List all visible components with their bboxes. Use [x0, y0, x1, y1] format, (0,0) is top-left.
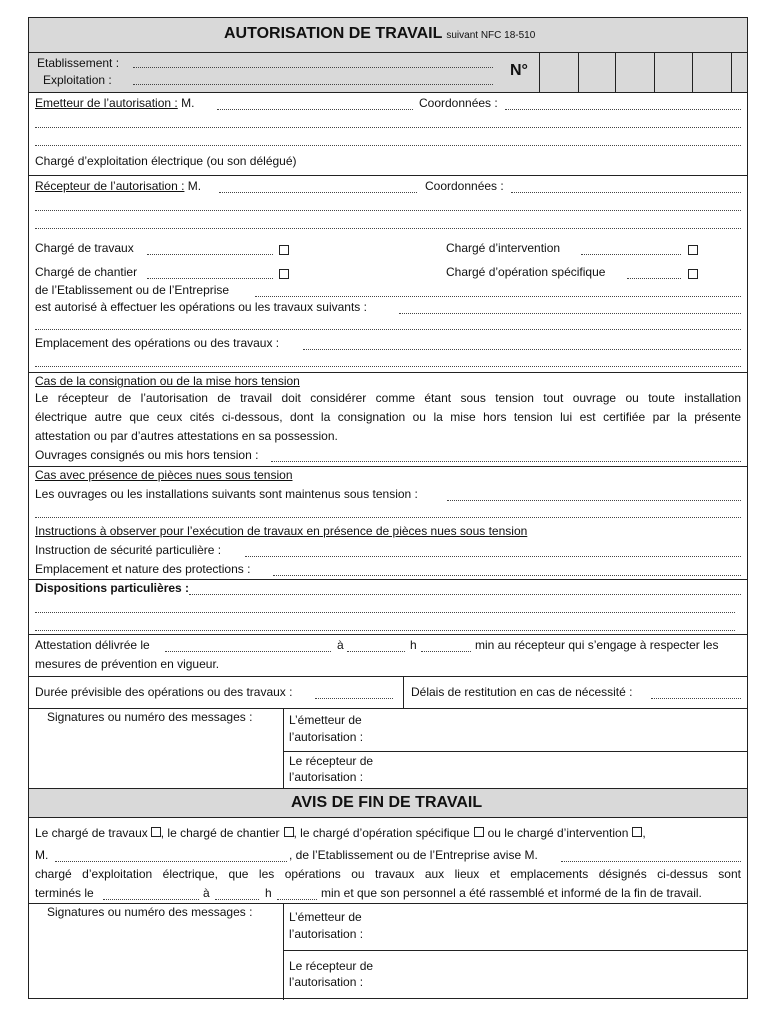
cell-divider — [692, 53, 693, 93]
recepteur-label: Récepteur de l’autorisation : — [35, 179, 185, 193]
charge-travaux-field[interactable] — [147, 254, 273, 255]
emetteur-m: M. — [181, 96, 195, 110]
travaux-field[interactable] — [399, 313, 741, 314]
emetteur-signature-label-l2: l’autorisation : — [289, 730, 364, 744]
recepteur-signature-label-l1: Le récepteur de — [289, 754, 374, 768]
charge-chantier-option[interactable] — [35, 265, 137, 280]
consignation-paragraph — [35, 389, 741, 446]
charge-exploitation-text: Chargé d’exploitation électrique (ou son délégué) — [35, 154, 297, 168]
work-authorization-form — [28, 17, 748, 999]
dispositions-extra-line[interactable] — [35, 630, 735, 631]
fin-line2-middle: , de l’Etablissement ou de l’Entreprise avise M. — [289, 848, 538, 862]
consignation-section — [29, 372, 747, 466]
form-title-text: AUTORISATION DE TRAVAIL — [224, 25, 443, 42]
signatures-row-divider — [283, 751, 747, 752]
autorise-text: est autorisé à effectuer les opérations ou les travaux suivants : — [35, 300, 367, 314]
charge-chantier-checkbox[interactable] — [279, 269, 289, 279]
charge-travaux-checkbox[interactable] — [279, 245, 289, 255]
signatures-divider — [283, 709, 284, 789]
emetteur-signature-label-l1: L’émetteur de — [289, 713, 362, 727]
charge-operation-checkbox[interactable] — [688, 269, 698, 279]
attestation-a-label: à — [337, 638, 344, 652]
recepteur-section — [29, 175, 747, 372]
etablissement-entreprise-text: de l’Etablissement ou de l’Entreprise — [35, 283, 230, 297]
instructions-heading: Instructions à observer pour l’exécution de travaux en présence de pièces nues sous tension — [35, 524, 528, 538]
cell-divider — [578, 53, 579, 93]
emplacement-field[interactable] — [303, 349, 741, 350]
fin-charge-operation-checkbox[interactable] — [474, 827, 484, 837]
emetteur-name-field[interactable] — [217, 109, 413, 110]
emplacement-protections-label: Emplacement et nature des protections : — [35, 562, 251, 576]
emetteur-extra-line[interactable] — [35, 127, 741, 128]
recepteur-signature2-label-l1: Le récepteur de — [289, 959, 374, 973]
recepteur-extra-line[interactable] — [35, 210, 741, 211]
duree-field[interactable] — [315, 698, 393, 699]
recepteur-coordonnees-label: Coordonnées : — [425, 179, 504, 193]
fin-h-label: h — [265, 886, 272, 900]
dispositions-label: Dispositions particulières : — [35, 581, 190, 595]
consignation-para-line: attestation ou par d’autres attestations en sa possession. — [35, 429, 338, 443]
ouvrages-field[interactable] — [271, 461, 741, 462]
fin-min-text: min et que son personnel a été rassemblé et informé de la fin de travail. — [321, 886, 702, 900]
emplacement-label: Emplacement des opérations ou des travaux : — [35, 336, 280, 350]
emetteur-extra-line[interactable] — [35, 145, 741, 146]
emetteur-label: Emetteur de l’autorisation : — [35, 96, 178, 110]
fin-charge-travaux-text: Le chargé de travaux — [35, 826, 148, 840]
duree-section — [29, 676, 747, 708]
recepteur-signature2-label-l2: l’autorisation : — [289, 975, 364, 989]
fin-section — [29, 817, 747, 903]
recepteur-extra-line[interactable] — [35, 228, 741, 229]
cell-divider — [654, 53, 655, 93]
fin-comma: , — [642, 826, 646, 840]
signatures-label-2: Signatures ou numéro des messages : — [47, 905, 253, 919]
emetteur-section — [29, 92, 747, 175]
charge-operation-option[interactable] — [446, 265, 605, 280]
attestation-h-label: h — [410, 638, 417, 652]
etablissement-field[interactable] — [133, 67, 493, 68]
fin-a-label: à — [203, 886, 210, 900]
fin-charge-intervention-text: ou le chargé d’intervention — [487, 826, 629, 840]
emetteur-signature2-label-l2: l’autorisation : — [289, 927, 364, 941]
charge-intervention-label: Chargé d’intervention — [446, 241, 561, 255]
signatures-section-2 — [29, 903, 747, 999]
exploitation-label: Exploitation : — [43, 73, 112, 87]
attestation-line2: mesures de prévention en vigueur. — [35, 657, 220, 671]
attestation-date-field[interactable] — [165, 651, 331, 652]
recepteur-name-field[interactable] — [219, 192, 417, 193]
dispositions-extra-line[interactable] — [35, 612, 735, 613]
attestation-heure-field[interactable] — [421, 651, 471, 652]
fin-date-field[interactable] — [103, 899, 199, 900]
maintenus-field[interactable] — [447, 500, 741, 501]
establishment-row — [29, 52, 747, 92]
cell-divider — [539, 53, 540, 93]
recepteur-m: M. — [187, 179, 202, 193]
charge-travaux-label: Chargé de travaux — [35, 241, 134, 255]
attestation-delivree-label: Attestation délivrée le — [35, 638, 150, 652]
consignation-heading: Cas de la consignation ou de la mise hors tension — [35, 374, 300, 388]
fin-charge-chantier-checkbox[interactable] — [284, 827, 294, 837]
etablissement-label: Etablissement : — [37, 56, 120, 70]
numero-label: N° — [510, 62, 528, 79]
recepteur-coordonnees-field[interactable] — [511, 192, 741, 193]
consignation-para-line: électrique autre que ceux cités ci-dessous, dont la consignation ou la mise hors tension lui est certifiée par la présente — [35, 410, 741, 424]
fin-line1 — [35, 826, 646, 841]
fin-exploitation-name-field[interactable] — [561, 861, 741, 862]
dispositions-field[interactable] — [189, 594, 741, 595]
charge-intervention-field[interactable] — [581, 254, 681, 255]
fin-termines-label: terminés le — [35, 886, 94, 900]
exploitation-field[interactable] — [133, 84, 493, 85]
etablissement-entreprise-field[interactable] — [255, 296, 741, 297]
fin-title: AVIS DE FIN DE TRAVAIL — [291, 794, 483, 811]
fin-heure-field[interactable] — [277, 899, 317, 900]
instruction-securite-label: Instruction de sécurité particulière : — [35, 543, 222, 557]
signatures2-row-divider — [283, 950, 747, 951]
cell-divider — [731, 53, 732, 93]
dispositions-section — [29, 579, 747, 634]
delais-label: Délais de restitution en cas de nécessité : — [411, 685, 633, 699]
cell-divider — [615, 53, 616, 93]
emplacement-protections-field[interactable] — [273, 575, 741, 576]
fin-paragraph — [35, 865, 741, 884]
signatures-section-1 — [29, 708, 747, 788]
instruction-securite-field[interactable] — [245, 556, 741, 557]
charge-travaux-option[interactable] — [35, 241, 134, 256]
charge-intervention-option[interactable] — [446, 241, 560, 256]
emetteur-line — [35, 96, 194, 111]
emetteur-coordonnees-field[interactable] — [505, 109, 741, 110]
fin-m-label: M. — [35, 848, 49, 862]
recepteur-line — [35, 179, 201, 194]
fin-paragraph-line: chargé d’exploitation électrique, que les opérations ou travaux aux lieux et emplacements désignés ci-dessus sont — [35, 867, 741, 881]
numero-cells — [499, 53, 747, 93]
emplacement-extra-line[interactable] — [35, 366, 741, 367]
emetteur-signature2-label-l1: L’émetteur de — [289, 910, 362, 924]
signatures-divider-2 — [283, 904, 284, 1000]
travaux-extra-line[interactable] — [35, 329, 741, 330]
recepteur-signature-label-l2: l’autorisation : — [289, 770, 364, 784]
fin-charge-intervention-checkbox[interactable] — [632, 827, 642, 837]
fin-charge-chantier-text: , le chargé de chantier — [160, 826, 280, 840]
delais-field[interactable] — [651, 698, 741, 699]
pieces-nues-section — [29, 466, 747, 579]
fin-lieu-field[interactable] — [215, 899, 259, 900]
fin-name-field[interactable] — [55, 861, 287, 862]
maintenus-label: Les ouvrages ou les installations suivants sont maintenus sous tension : — [35, 487, 418, 501]
signatures-label: Signatures ou numéro des messages : — [47, 710, 253, 724]
fin-charge-travaux-checkbox[interactable] — [151, 827, 161, 837]
form-title — [224, 24, 535, 46]
duree-divider — [403, 677, 404, 709]
title-bar — [29, 18, 747, 52]
pieces-nues-heading: Cas avec présence de pièces nues sous tension — [35, 468, 293, 482]
fin-title-bar — [29, 788, 747, 817]
attestation-min-text: min au récepteur qui s’engage à respecter les — [475, 638, 719, 652]
charge-chantier-label: Chargé de chantier — [35, 265, 138, 279]
charge-intervention-checkbox[interactable] — [688, 245, 698, 255]
attestation-section — [29, 634, 747, 676]
duree-label: Durée prévisible des opérations ou des travaux : — [35, 685, 293, 699]
charge-chantier-field[interactable] — [147, 278, 273, 279]
emetteur-coordonnees-label: Coordonnées : — [419, 96, 498, 110]
charge-operation-label: Chargé d’opération spécifique — [446, 265, 606, 279]
charge-operation-field[interactable] — [627, 278, 681, 279]
form-subtitle: suivant NFC 18-510 — [446, 30, 536, 41]
consignation-para-line: Le récepteur de l’autorisation de travail doit considérer comme étant sous tension tout ouvrage ou toute installation — [35, 391, 741, 405]
maintenus-extra-line[interactable] — [35, 517, 741, 518]
attestation-lieu-field[interactable] — [347, 651, 405, 652]
ouvrages-label: Ouvrages consignés ou mis hors tension : — [35, 448, 259, 462]
fin-charge-operation-text: , le chargé d’opération spécifique — [293, 826, 470, 840]
